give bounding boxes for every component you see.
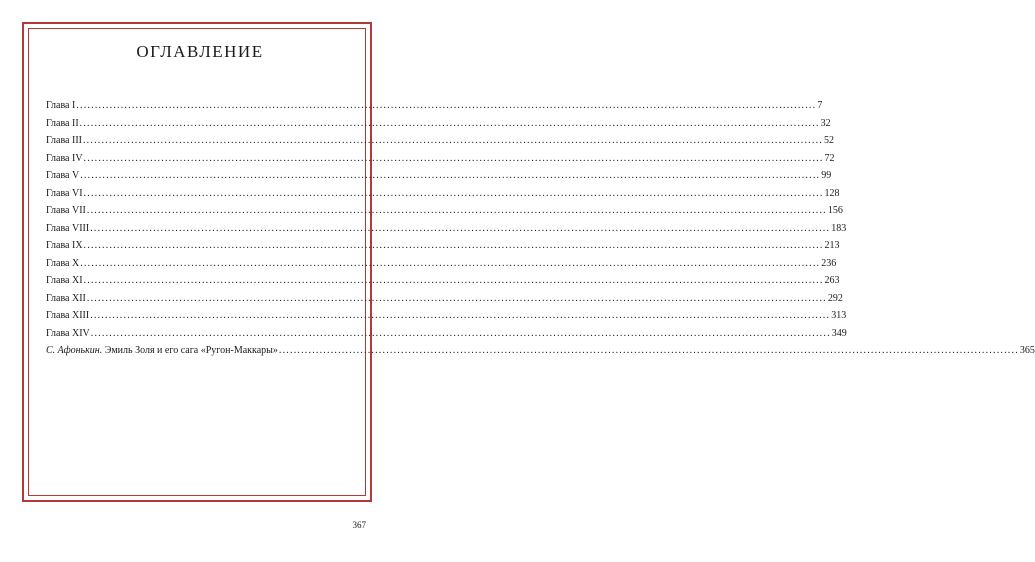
toc-leader-dots: ........................................................................................................................................................................................................ — [82, 135, 823, 146]
toc-leader-dots: ........................................................................................................................................................................................................ — [76, 100, 817, 111]
toc-entry-label: Глава IX — [46, 240, 83, 251]
page-title: ОГЛАВЛЕНИЕ — [136, 42, 264, 61]
toc-entry-label: Глава XII — [46, 292, 86, 304]
toc-entry-label: Глава X — [46, 257, 80, 269]
toc-entry-label: Глава VI — [46, 187, 83, 199]
toc-leader-dots: ........................................................................................................................................................................................................ — [83, 240, 824, 251]
toc-entry[interactable] — [46, 272, 840, 290]
toc-entry-label: Глава III — [46, 135, 82, 146]
toc-entry[interactable] — [46, 115, 831, 133]
toc-leader-dots: ........................................................................................................................................................................................................ — [79, 117, 820, 129]
toc-entry-page: 213 — [824, 240, 840, 251]
toc-entry-page: 365 — [1019, 345, 1035, 356]
toc-entry-page: 7 — [817, 100, 823, 111]
toc-leader-dots: ........................................................................................................................................................................................................ — [90, 310, 831, 321]
afterword-title: Эмиль Золя и его сага «Ругон-Маккары» — [104, 345, 278, 356]
toc-leader-dots: ........................................................................................................................................................................................................ — [86, 205, 827, 216]
toc-entry[interactable] — [46, 167, 832, 185]
toc-entry-label: Глава XI — [46, 275, 83, 286]
toc-entry-label: Глава I — [46, 100, 76, 111]
toc-entry-afterword[interactable] — [46, 342, 1035, 360]
afterword-author: С. Афонькин. — [46, 345, 103, 356]
toc-entry-label: Глава XIV — [46, 327, 90, 339]
table-of-contents — [46, 97, 1035, 360]
toc-leader-dots: ........................................................................................................................................................................................................ — [83, 187, 824, 199]
toc-leader-dots: ........................................................................................................................................................................................................ — [80, 170, 821, 181]
toc-entry-page: 72 — [824, 152, 835, 164]
toc-entry-page: 349 — [831, 327, 847, 339]
toc-entry[interactable] — [46, 220, 847, 238]
toc-entry-page: 292 — [827, 292, 843, 304]
toc-entry-label: Глава II — [46, 117, 79, 129]
toc-leader-dots: ........................................................................................................................................................................................................ — [83, 152, 824, 164]
toc-entry-label: Глава XIII — [46, 310, 90, 321]
toc-entry[interactable] — [46, 150, 835, 168]
toc-entry[interactable] — [46, 202, 843, 220]
toc-entry[interactable] — [46, 132, 834, 150]
toc-entry-label: Глава V — [46, 170, 80, 181]
toc-entry[interactable] — [46, 185, 840, 203]
toc-entry-page: 156 — [827, 205, 843, 216]
toc-entry-page: 313 — [831, 310, 847, 321]
toc-entry-page: 183 — [831, 222, 847, 234]
toc-entry-label: Глава VIII — [46, 222, 90, 234]
toc-entry[interactable] — [46, 325, 847, 343]
toc-leader-dots: ........................................................................................................................................................................................................ — [278, 345, 1019, 356]
toc-entry[interactable] — [46, 290, 843, 308]
toc-entry-page: 99 — [821, 170, 832, 181]
toc-leader-dots: ........................................................................................................................................................................................................ — [83, 275, 824, 286]
toc-entry-label: Глава VII — [46, 205, 86, 216]
toc-entry-page: 263 — [824, 275, 840, 286]
toc-afterword-label — [46, 342, 278, 360]
toc-leader-dots: ........................................................................................................................................................................................................ — [90, 222, 831, 234]
toc-entry[interactable] — [46, 255, 837, 273]
toc-entry-label: Глава IV — [46, 152, 83, 164]
toc-leader-dots: ........................................................................................................................................................................................................ — [90, 327, 831, 339]
page-number: 367 — [352, 520, 366, 530]
toc-entry[interactable] — [46, 237, 840, 255]
toc-entry-page: 128 — [824, 187, 840, 199]
toc-leader-dots: ........................................................................................................................................................................................................ — [86, 292, 827, 304]
toc-entry[interactable] — [46, 307, 847, 325]
toc-entry-page: 32 — [820, 117, 831, 129]
toc-entry[interactable] — [46, 97, 823, 115]
toc-leader-dots: ........................................................................................................................................................................................................ — [80, 257, 821, 269]
toc-entry-page: 52 — [823, 135, 834, 146]
toc-entry-page: 236 — [821, 257, 837, 269]
